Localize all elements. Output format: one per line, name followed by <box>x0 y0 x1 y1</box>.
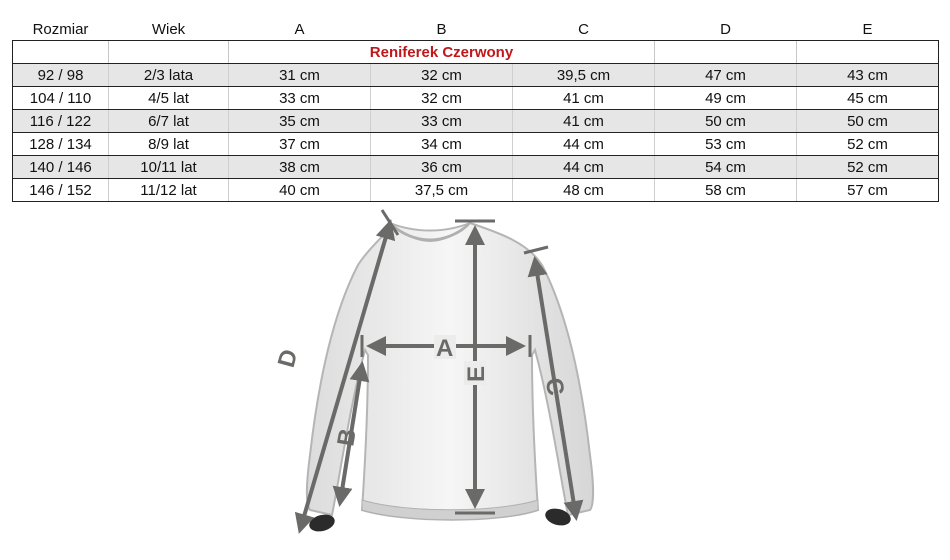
table-cell: 52 cm <box>797 133 939 156</box>
table-cell: 8/9 lat <box>109 133 229 156</box>
table-cell: 44 cm <box>513 156 655 179</box>
label-d: D <box>272 346 304 371</box>
table-cell: 37 cm <box>229 133 371 156</box>
empty-cell <box>655 41 797 64</box>
table-cell: 58 cm <box>655 179 797 202</box>
header-c: C <box>513 18 655 41</box>
table-cell: 52 cm <box>797 156 939 179</box>
table-cell: 37,5 cm <box>371 179 513 202</box>
table-cell: 33 cm <box>371 110 513 133</box>
table-cell: 40 cm <box>229 179 371 202</box>
table-cell: 54 cm <box>655 156 797 179</box>
table-cell: 32 cm <box>371 64 513 87</box>
table-cell: 39,5 cm <box>513 64 655 87</box>
table-cell: 104 / 110 <box>13 87 109 110</box>
label-b: B <box>332 426 362 449</box>
header-d: D <box>655 18 797 41</box>
table-cell: 36 cm <box>371 156 513 179</box>
sweater-shape <box>307 223 593 520</box>
table-row <box>13 133 939 156</box>
table-cell: 6/7 lat <box>109 110 229 133</box>
table-cell: 35 cm <box>229 110 371 133</box>
table-header-row <box>13 18 939 41</box>
sweater-illustration <box>250 205 650 555</box>
table-row <box>13 64 939 87</box>
empty-cell <box>13 41 109 64</box>
table-cell: 32 cm <box>371 87 513 110</box>
size-table <box>12 18 939 202</box>
table-cell: 45 cm <box>797 87 939 110</box>
table-cell: 48 cm <box>513 179 655 202</box>
table-cell: 43 cm <box>797 64 939 87</box>
header-a: A <box>229 18 371 41</box>
header-b: B <box>371 18 513 41</box>
table-cell: 140 / 146 <box>13 156 109 179</box>
table-cell: 128 / 134 <box>13 133 109 156</box>
table-cell: 41 cm <box>513 87 655 110</box>
label-e: E <box>463 365 490 382</box>
table-cell: 146 / 152 <box>13 179 109 202</box>
table-cell: 2/3 lata <box>109 64 229 87</box>
table-body <box>13 64 939 202</box>
table-row <box>13 179 939 202</box>
empty-cell <box>797 41 939 64</box>
table-cell: 41 cm <box>513 110 655 133</box>
empty-cell <box>109 41 229 64</box>
header-wiek: Wiek <box>109 18 229 41</box>
table-cell: 4/5 lat <box>109 87 229 110</box>
product-title-row <box>13 41 939 64</box>
table-cell: 53 cm <box>655 133 797 156</box>
table-cell: 34 cm <box>371 133 513 156</box>
table-cell: 33 cm <box>229 87 371 110</box>
table-cell: 38 cm <box>229 156 371 179</box>
table-cell: 31 cm <box>229 64 371 87</box>
table-cell: 92 / 98 <box>13 64 109 87</box>
table-cell: 47 cm <box>655 64 797 87</box>
table-cell: 50 cm <box>797 110 939 133</box>
table-row <box>13 110 939 133</box>
table-row <box>13 87 939 110</box>
label-a: A <box>436 335 454 362</box>
sweater-diagram <box>250 205 650 555</box>
header-e: E <box>797 18 939 41</box>
table-cell: 10/11 lat <box>109 156 229 179</box>
table-cell: 49 cm <box>655 87 797 110</box>
table-row <box>13 156 939 179</box>
product-title: Reniferek Czerwony <box>229 41 655 64</box>
table-cell: 11/12 lat <box>109 179 229 202</box>
table-cell: 44 cm <box>513 133 655 156</box>
table-cell: 116 / 122 <box>13 110 109 133</box>
table-cell: 50 cm <box>655 110 797 133</box>
label-c: C <box>539 375 570 398</box>
table-cell: 57 cm <box>797 179 939 202</box>
header-rozmiar: Rozmiar <box>13 18 109 41</box>
